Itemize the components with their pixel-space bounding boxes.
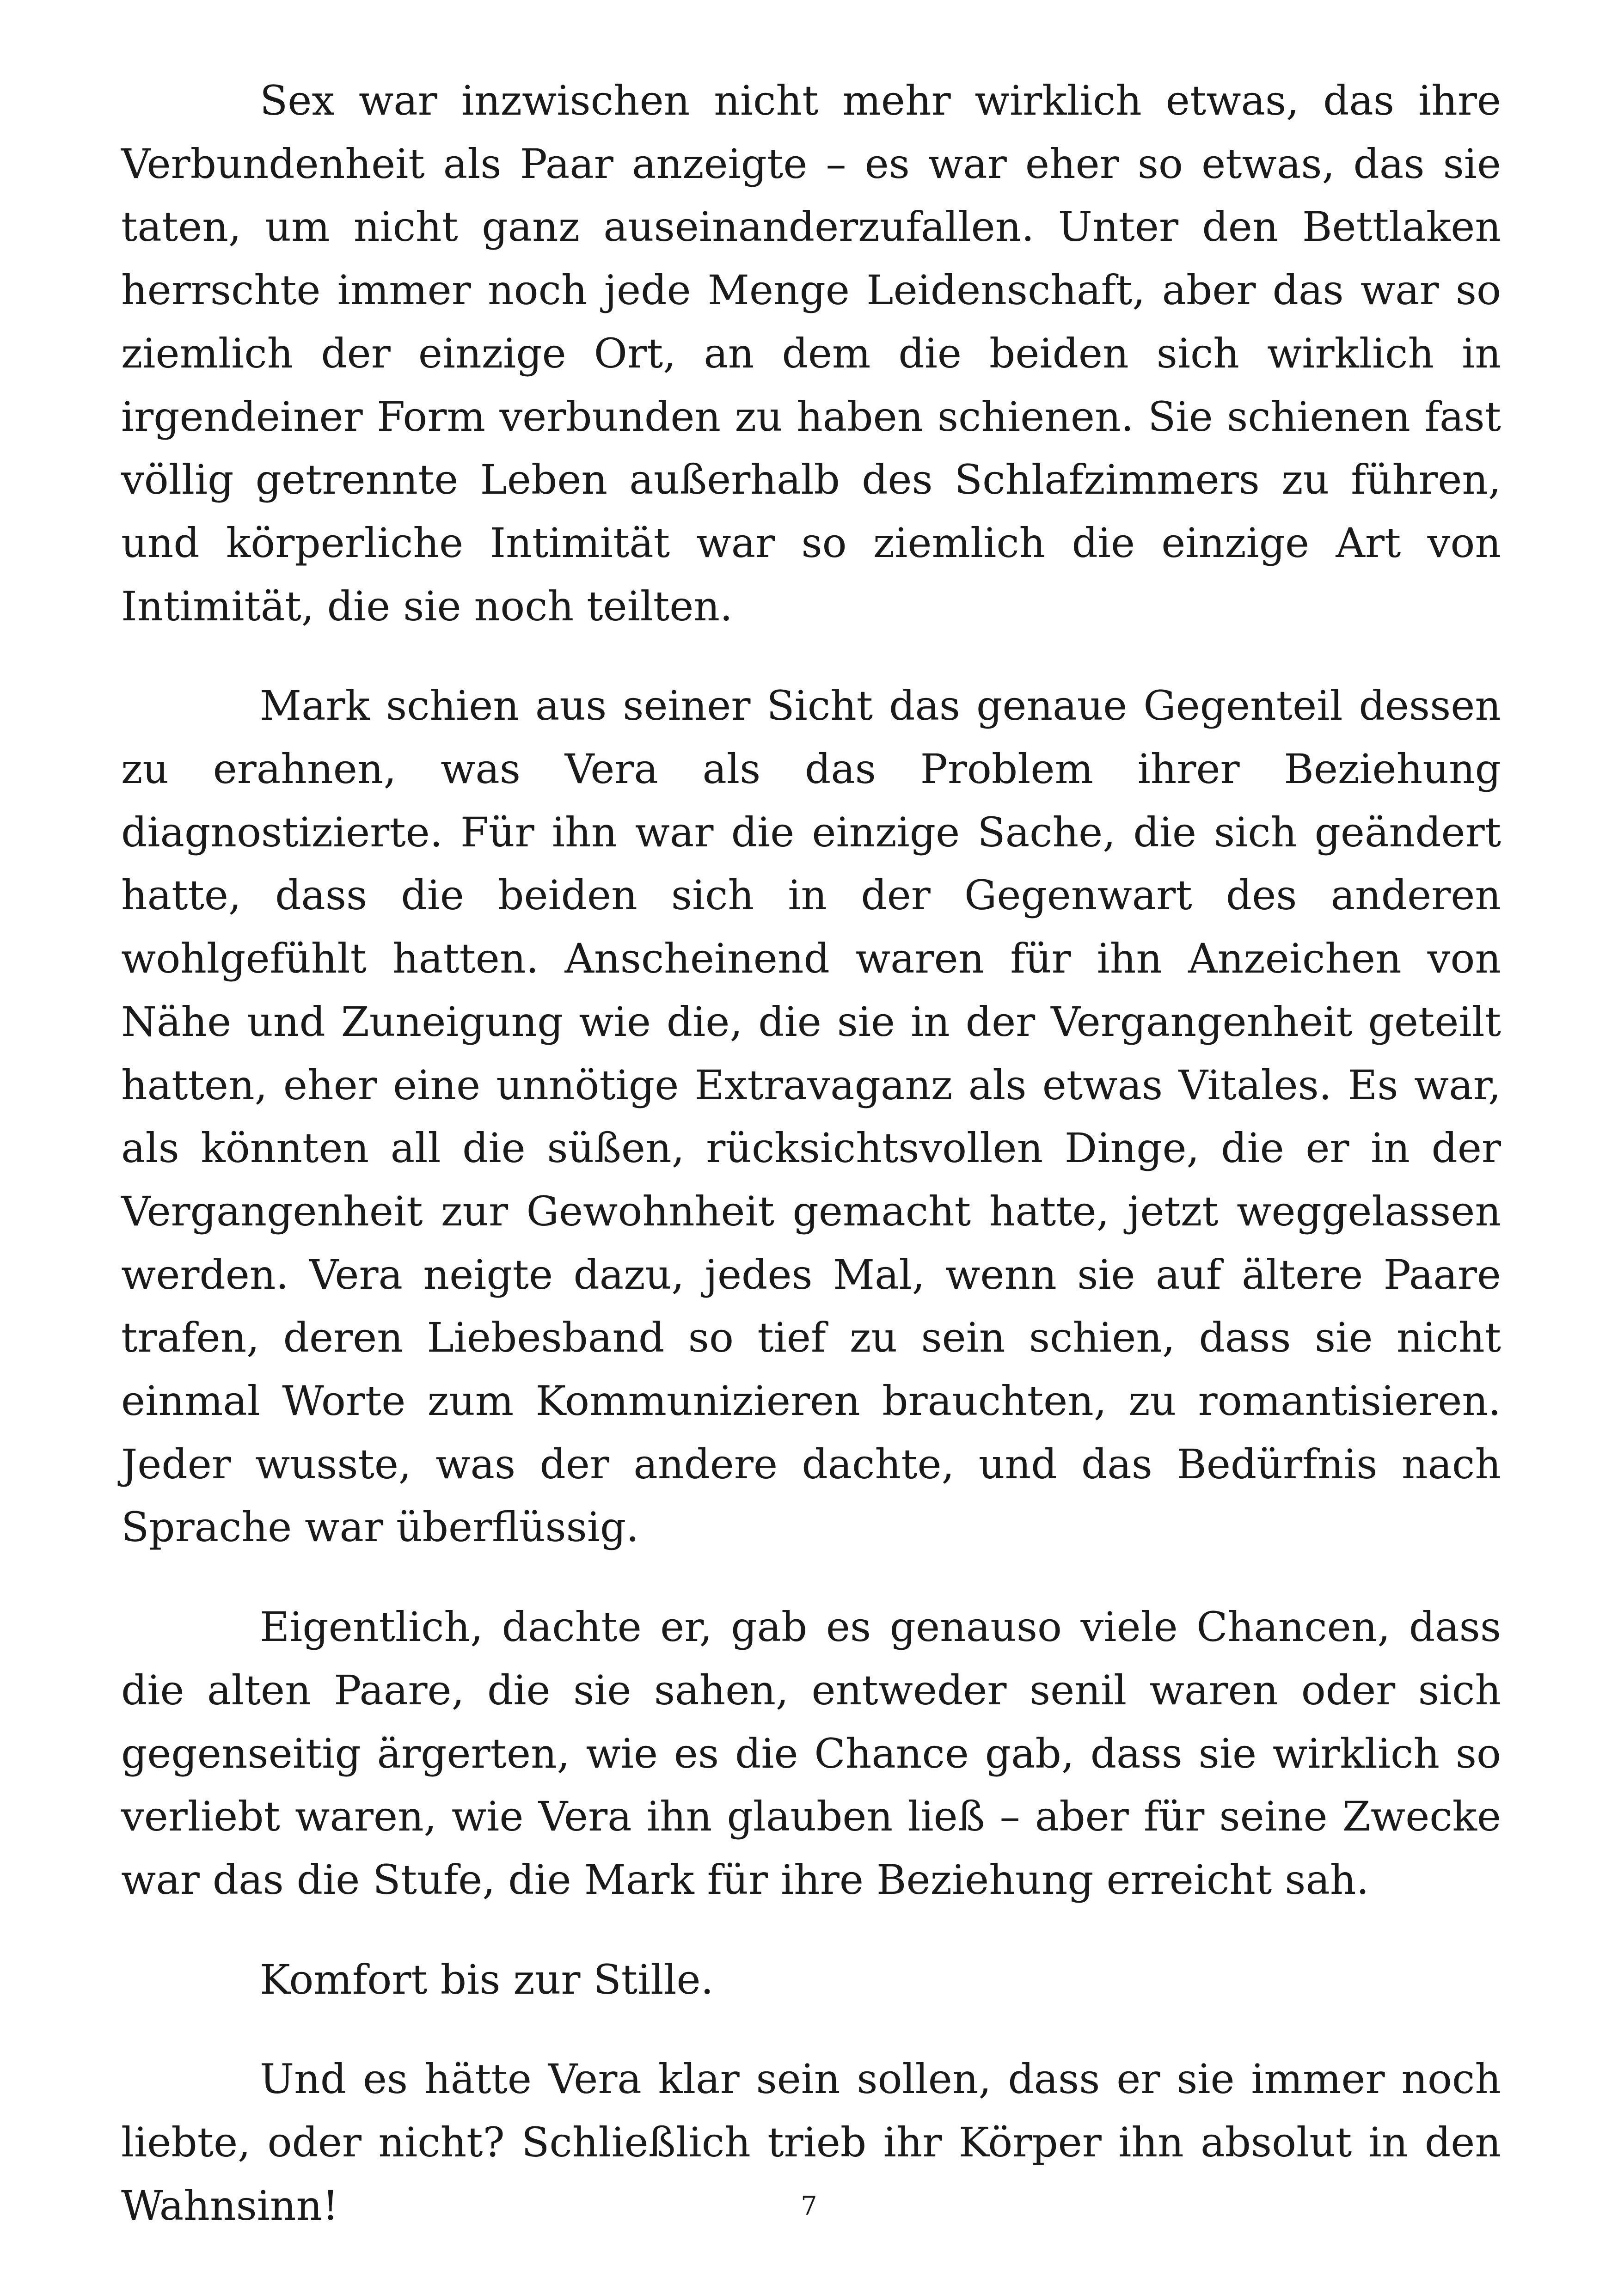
paragraph: Sex war inzwischen nicht mehr wirklich etwas, das ihre Verbundenheit als Paar anzeigte – es war eher so etwas, das sie taten, um nicht ganz auseinanderzufallen. Unter den Bettlaken herrschte immer noch jede Menge Leidenschaft, aber das war so ziemlich der einzige Ort, an dem die beiden sich wirklich in irgendeiner Form verbunden zu haben schienen. Sie schienen fast völlig getrennte Leben außerhalb des Schlafzimmers zu führen, und körperliche Intimität war so ziemlich die einzige Art von Intimität, die sie noch teilten. [121, 77, 1501, 630]
paragraph: Komfort bis zur Stille. [260, 1955, 714, 2003]
body-text [121, 69, 1501, 2274]
paragraph: Eigentlich, dachte er, gab es genauso viele Chancen, dass die alten Paare, die sie sahen, entweder senil waren oder sich gegenseitig ärgerten, wie es die Chance gab, dass sie wirklich so verliebt waren, wie Vera ihn glauben ließ – aber für seine Zwecke war das die Stufe, die Mark für ihre Beziehung erreicht sah. [121, 1603, 1501, 1904]
page-number: 7 [801, 2191, 817, 2221]
paragraph: Und es hätte Vera klar sein sollen, dass er sie immer noch liebte, oder nicht? Schließlich trieb ihr Körper ihn absolut in den Wahnsinn! [121, 2055, 1501, 2229]
paragraph: Mark schien aus seiner Sicht das genaue Gegenteil dessen zu erahnen, was Vera als das Problem ihrer Beziehung diagnostizierte. Für ihn war die einzige Sache, die sich geändert hatte, dass die beiden sich in der Gegenwart des anderen wohlgefühlt hatten. Anscheinend waren für ihn Anzeichen von Nähe und Zuneigung wie die, die sie in der Vergangenheit geteilt hatten, eher eine unnötige Extravaganz als etwas Vitales. Es war, als könnten all die süßen, rücksichtsvollen Dinge, die er in der Vergangenheit zur Gewohnheit gemacht hatte, jetzt weggelassen werden. Vera neigte dazu, jedes Mal, wenn sie auf ältere Paare trafen, deren Liebesband so tief zu sein schien, dass sie nicht einmal Worte zum Kommunizieren brauchten, zu romantisieren. Jeder wusste, was der andere dachte, und das Bedürfnis nach Sprache war überflüssig. [121, 682, 1501, 1551]
